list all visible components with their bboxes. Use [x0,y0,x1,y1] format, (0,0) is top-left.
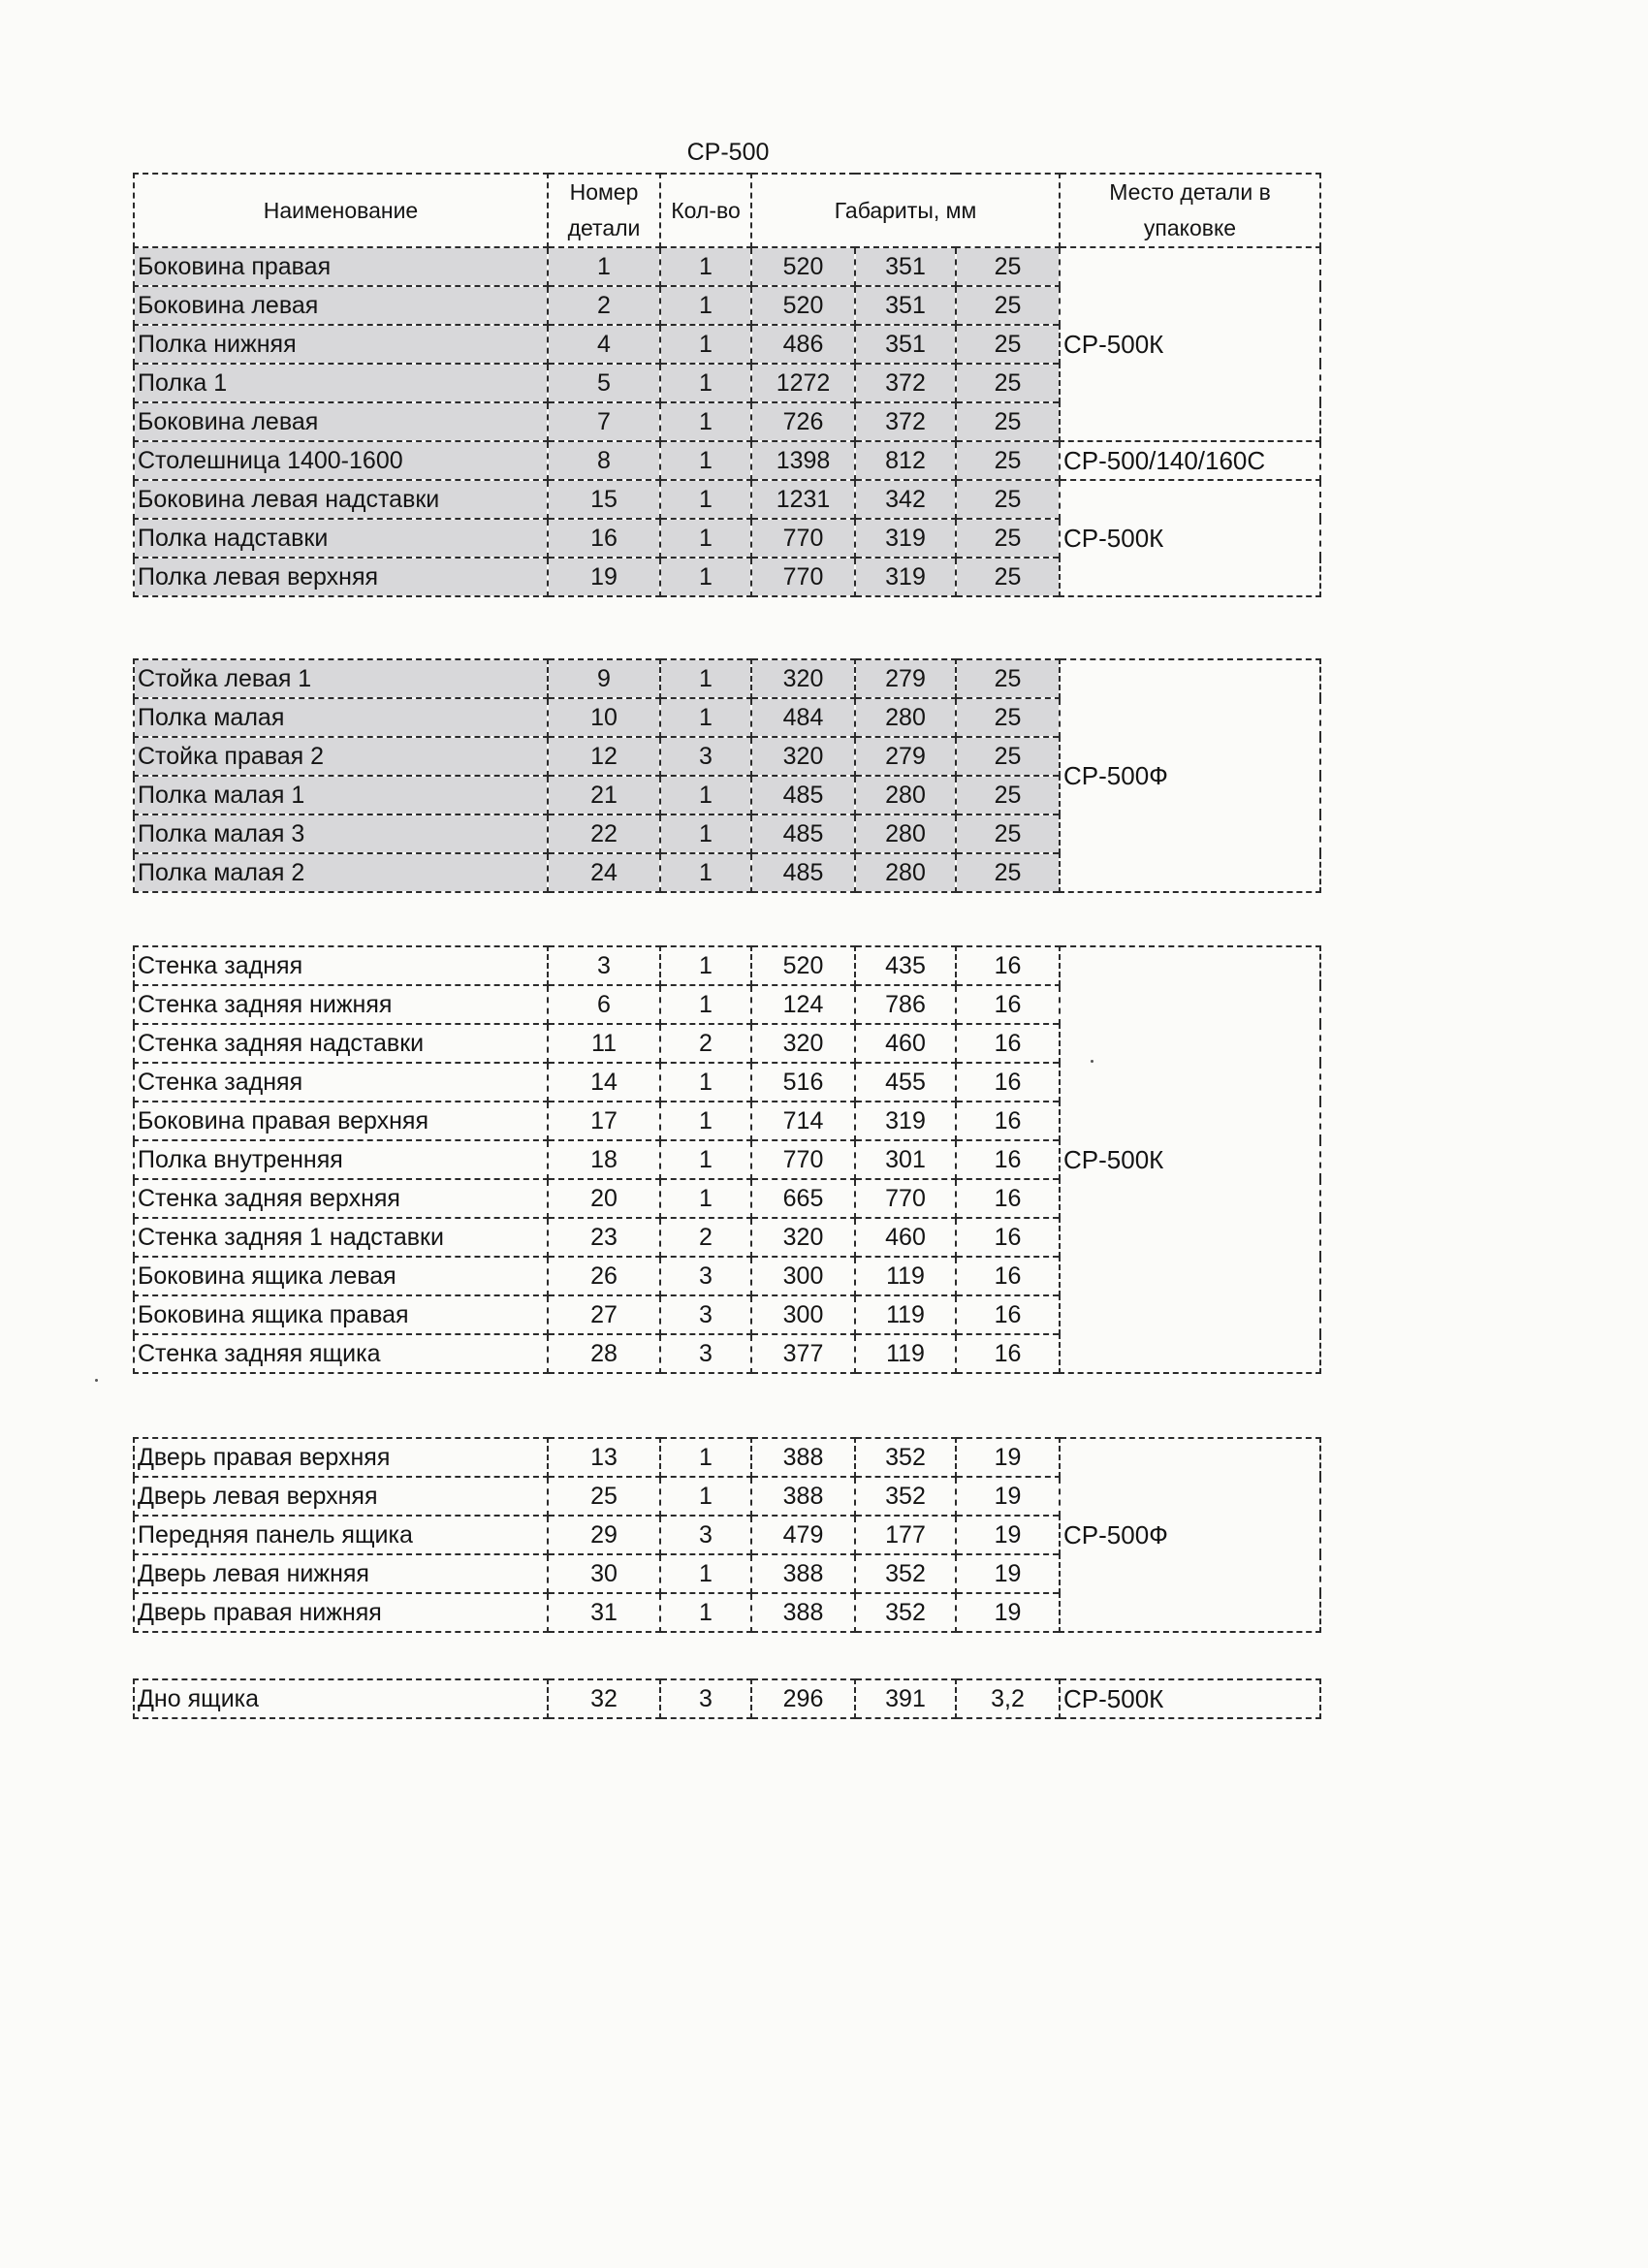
dimension-length: 484 [751,698,855,737]
part-number: 28 [548,1334,660,1373]
part-number: 5 [548,364,660,402]
part-quantity: 1 [660,1140,751,1179]
dimension-thickness: 25 [956,698,1060,737]
dimension-thickness: 19 [956,1477,1060,1516]
dimension-length: 388 [751,1438,855,1477]
scan-speck [1091,1060,1093,1063]
part-quantity: 1 [660,1554,751,1593]
dimension-width: 391 [855,1679,956,1718]
part-quantity: 3 [660,1295,751,1334]
dimension-width: 280 [855,815,956,853]
parts-table-block-4 [133,1437,1321,1633]
dimension-width: 352 [855,1477,956,1516]
dimension-thickness: 16 [956,1218,1060,1257]
part-quantity: 1 [660,558,751,596]
part-name: Боковина левая надставки [134,480,548,519]
dimension-thickness: 25 [956,441,1060,480]
header-name: Наименование [134,174,548,247]
dimension-length: 1272 [751,364,855,402]
part-number: 1 [548,247,660,286]
table-row [134,1438,1320,1477]
scan-speck [95,1379,98,1382]
part-quantity: 1 [660,286,751,325]
dimension-length: 770 [751,558,855,596]
header-qty: Кол-во [660,174,751,247]
dimension-width: 460 [855,1024,956,1063]
dimension-length: 485 [751,776,855,815]
header-number: Номер детали [548,174,660,247]
dimension-width: 435 [855,946,956,985]
part-number: 22 [548,815,660,853]
part-name: Стойка правая 2 [134,737,548,776]
part-number: 24 [548,853,660,892]
part-name: Передняя панель ящика [134,1516,548,1554]
part-quantity: 1 [660,325,751,364]
dimension-width: 372 [855,364,956,402]
part-number: 8 [548,441,660,480]
part-name: Боковина левая [134,286,548,325]
part-name: Боковина ящика левая [134,1257,548,1295]
dimension-length: 388 [751,1554,855,1593]
dimension-thickness: 16 [956,1179,1060,1218]
dimension-length: 485 [751,853,855,892]
table-row [134,946,1320,985]
part-quantity: 1 [660,1179,751,1218]
dimension-length: 320 [751,737,855,776]
dimension-width: 770 [855,1179,956,1218]
part-quantity: 1 [660,985,751,1024]
dimension-length: 377 [751,1334,855,1373]
dimension-width: 352 [855,1438,956,1477]
dimension-width: 280 [855,776,956,815]
dimension-width: 351 [855,286,956,325]
dimension-width: 460 [855,1218,956,1257]
dimension-thickness: 16 [956,1334,1060,1373]
dimension-length: 714 [751,1102,855,1140]
part-quantity: 3 [660,1516,751,1554]
part-quantity: 3 [660,1679,751,1718]
part-name: Стенка задняя надставки [134,1024,548,1063]
dimension-width: 319 [855,519,956,558]
dimension-thickness: 25 [956,558,1060,596]
part-quantity: 1 [660,1102,751,1140]
table-header-row [134,174,1320,247]
dimension-thickness: 16 [956,946,1060,985]
dimension-thickness: 19 [956,1593,1060,1632]
dimension-length: 300 [751,1295,855,1334]
part-number: 2 [548,286,660,325]
dimension-length: 296 [751,1679,855,1718]
part-name: Полка 1 [134,364,548,402]
part-name: Стенка задняя ящика [134,1334,548,1373]
part-number: 25 [548,1477,660,1516]
part-quantity: 1 [660,946,751,985]
dimension-thickness: 16 [956,1257,1060,1295]
package-place: СР-500/140/160С [1060,441,1320,480]
part-number: 6 [548,985,660,1024]
part-number: 9 [548,659,660,698]
dimension-thickness: 19 [956,1516,1060,1554]
dimension-thickness: 25 [956,659,1060,698]
part-name: Полка нижняя [134,325,548,364]
part-name: Полка малая 2 [134,853,548,892]
dimension-width: 279 [855,737,956,776]
dimension-thickness: 16 [956,1295,1060,1334]
part-name: Полка малая 3 [134,815,548,853]
dimension-width: 280 [855,698,956,737]
dimension-length: 300 [751,1257,855,1295]
part-name: Полка малая 1 [134,776,548,815]
dimension-thickness: 16 [956,1024,1060,1063]
part-name: Дверь левая верхняя [134,1477,548,1516]
part-number: 32 [548,1679,660,1718]
dimension-length: 770 [751,1140,855,1179]
dimension-length: 520 [751,286,855,325]
dimension-length: 726 [751,402,855,441]
part-number: 29 [548,1516,660,1554]
part-name: Столешница 1400-1600 [134,441,548,480]
dimension-width: 319 [855,558,956,596]
part-name: Боковина правая [134,247,548,286]
part-quantity: 3 [660,1257,751,1295]
parts-table-block-1 [133,173,1321,597]
dimension-width: 280 [855,853,956,892]
part-number: 4 [548,325,660,364]
part-name: Дверь левая нижняя [134,1554,548,1593]
part-number: 31 [548,1593,660,1632]
parts-table-block-2 [133,658,1321,893]
dimension-thickness: 3,2 [956,1679,1060,1718]
part-name: Стенка задняя 1 надставки [134,1218,548,1257]
document-title: СР-500 [686,139,770,166]
table-row [134,1679,1320,1718]
dimension-length: 388 [751,1477,855,1516]
part-quantity: 1 [660,1063,751,1102]
dimension-thickness: 16 [956,985,1060,1024]
dimension-length: 665 [751,1179,855,1218]
dimension-width: 342 [855,480,956,519]
dimension-thickness: 25 [956,480,1060,519]
package-place: СР-500Ф [1060,659,1320,892]
table-row [134,441,1320,480]
part-quantity: 1 [660,441,751,480]
part-name: Стенка задняя нижняя [134,985,548,1024]
package-place: СР-500К [1060,946,1320,1373]
part-name: Полка левая верхняя [134,558,548,596]
dimension-length: 124 [751,985,855,1024]
part-number: 21 [548,776,660,815]
part-quantity: 3 [660,1334,751,1373]
dimension-width: 279 [855,659,956,698]
dimension-thickness: 25 [956,853,1060,892]
part-number: 19 [548,558,660,596]
dimension-thickness: 25 [956,815,1060,853]
part-quantity: 1 [660,480,751,519]
part-quantity: 2 [660,1218,751,1257]
part-quantity: 1 [660,815,751,853]
dimension-thickness: 16 [956,1063,1060,1102]
part-number: 16 [548,519,660,558]
part-quantity: 1 [660,1593,751,1632]
dimension-width: 119 [855,1257,956,1295]
part-number: 12 [548,737,660,776]
dimension-width: 455 [855,1063,956,1102]
dimension-width: 177 [855,1516,956,1554]
part-name: Стойка левая 1 [134,659,548,698]
part-quantity: 1 [660,698,751,737]
dimension-width: 812 [855,441,956,480]
dimension-thickness: 25 [956,402,1060,441]
package-place: СР-500К [1060,480,1320,596]
dimension-width: 786 [855,985,956,1024]
dimension-length: 320 [751,659,855,698]
dimension-thickness: 25 [956,364,1060,402]
part-quantity: 1 [660,519,751,558]
part-number: 11 [548,1024,660,1063]
part-number: 10 [548,698,660,737]
dimension-length: 485 [751,815,855,853]
part-number: 7 [548,402,660,441]
part-quantity: 1 [660,659,751,698]
dimension-thickness: 25 [956,286,1060,325]
part-number: 17 [548,1102,660,1140]
dimension-length: 1231 [751,480,855,519]
table-row [134,659,1320,698]
dimension-thickness: 16 [956,1102,1060,1140]
dimension-thickness: 16 [956,1140,1060,1179]
dimension-length: 486 [751,325,855,364]
part-quantity: 1 [660,776,751,815]
part-quantity: 2 [660,1024,751,1063]
package-place: СР-500К [1060,1679,1320,1718]
part-number: 15 [548,480,660,519]
part-name: Стенка задняя [134,1063,548,1102]
dimension-thickness: 19 [956,1438,1060,1477]
parts-table-block-5 [133,1678,1321,1719]
dimension-length: 520 [751,247,855,286]
part-quantity: 3 [660,737,751,776]
part-name: Полка надставки [134,519,548,558]
table-row [134,247,1320,286]
part-quantity: 1 [660,364,751,402]
dimension-length: 1398 [751,441,855,480]
parts-table-block-3 [133,945,1321,1374]
part-name: Боковина левая [134,402,548,441]
part-name: Боковина ящика правая [134,1295,548,1334]
package-place: СР-500К [1060,247,1320,441]
part-number: 30 [548,1554,660,1593]
part-number: 18 [548,1140,660,1179]
part-name: Дно ящика [134,1679,548,1718]
dimension-thickness: 25 [956,325,1060,364]
part-name: Стенка задняя [134,946,548,985]
dimension-width: 301 [855,1140,956,1179]
dimension-width: 352 [855,1554,956,1593]
dimension-width: 372 [855,402,956,441]
part-quantity: 1 [660,247,751,286]
table-row [134,480,1320,519]
part-number: 14 [548,1063,660,1102]
dimension-thickness: 25 [956,247,1060,286]
part-name: Дверь правая верхняя [134,1438,548,1477]
part-number: 26 [548,1257,660,1295]
dimension-length: 388 [751,1593,855,1632]
part-name: Боковина правая верхняя [134,1102,548,1140]
part-quantity: 1 [660,402,751,441]
header-place: Место детали в упаковке [1060,174,1320,247]
part-number: 3 [548,946,660,985]
dimension-thickness: 25 [956,519,1060,558]
part-name: Стенка задняя верхняя [134,1179,548,1218]
part-name: Полка малая [134,698,548,737]
dimension-width: 352 [855,1593,956,1632]
part-number: 27 [548,1295,660,1334]
dimension-length: 520 [751,946,855,985]
part-name: Дверь правая нижняя [134,1593,548,1632]
dimension-thickness: 25 [956,737,1060,776]
dimension-length: 516 [751,1063,855,1102]
part-number: 23 [548,1218,660,1257]
header-dimensions: Габариты, мм [751,174,1060,247]
dimension-width: 351 [855,325,956,364]
part-name: Полка внутренняя [134,1140,548,1179]
dimension-width: 319 [855,1102,956,1140]
dimension-thickness: 25 [956,776,1060,815]
dimension-width: 119 [855,1334,956,1373]
part-quantity: 1 [660,853,751,892]
dimension-length: 479 [751,1516,855,1554]
dimension-thickness: 19 [956,1554,1060,1593]
part-number: 20 [548,1179,660,1218]
dimension-length: 320 [751,1218,855,1257]
part-quantity: 1 [660,1438,751,1477]
part-number: 13 [548,1438,660,1477]
package-place: СР-500Ф [1060,1438,1320,1632]
dimension-width: 351 [855,247,956,286]
dimension-length: 320 [751,1024,855,1063]
dimension-length: 770 [751,519,855,558]
part-quantity: 1 [660,1477,751,1516]
dimension-width: 119 [855,1295,956,1334]
